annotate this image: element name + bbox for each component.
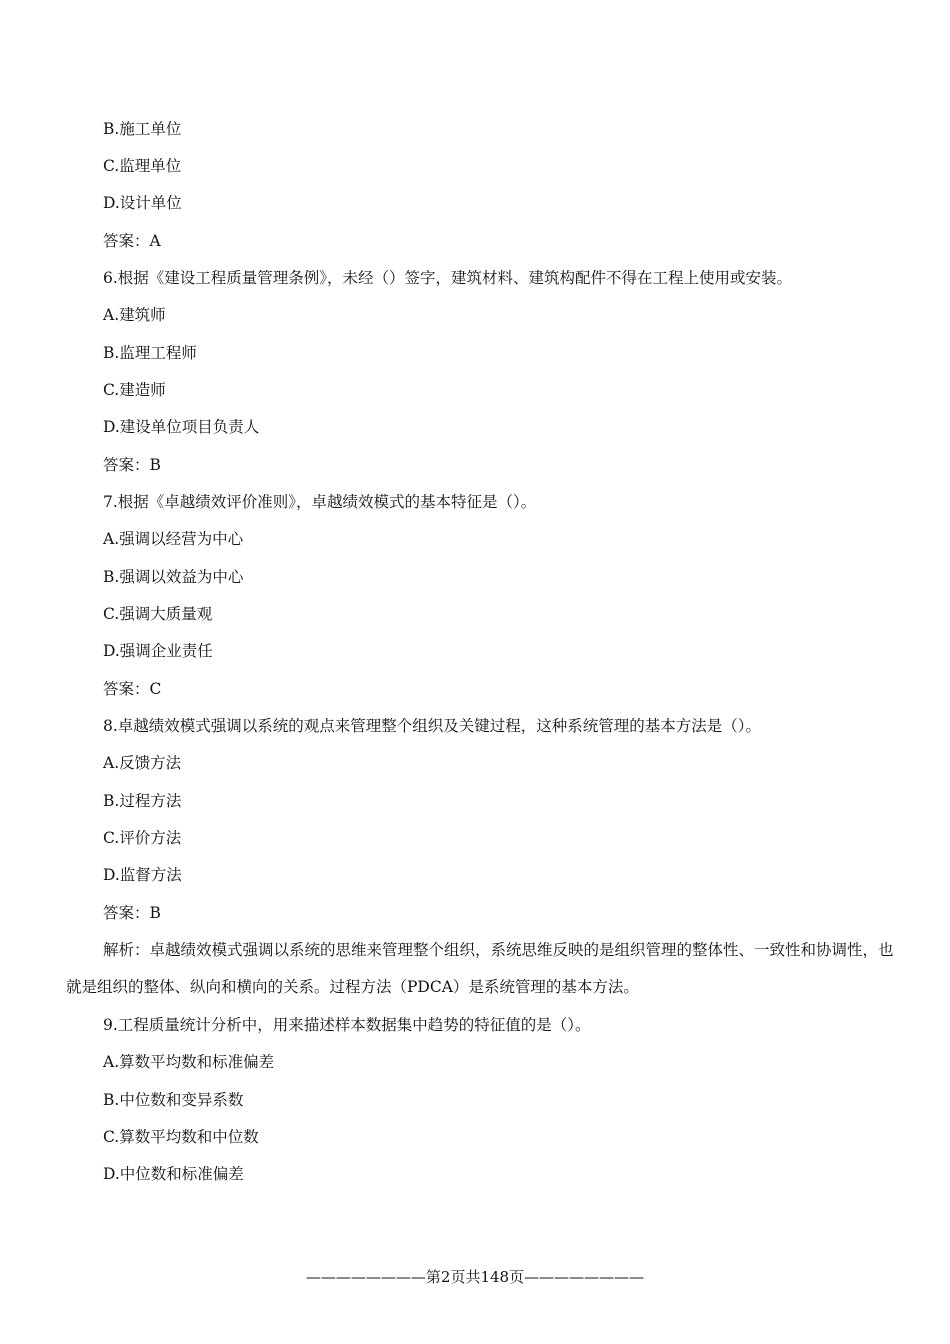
option-a-q6: A.建筑师 — [103, 306, 166, 324]
option-d-q6: D.建设单位项目负责人 — [103, 418, 260, 436]
option-c-q9: C.算数平均数和中位数 — [103, 1128, 259, 1146]
option-b-q8: B.过程方法 — [103, 792, 182, 810]
answer-q8: 答案：B — [103, 904, 161, 922]
question-7: 7.根据《卓越绩效评价准则》，卓越绩效模式的基本特征是（）。 — [103, 493, 537, 511]
question-9: 9.工程质量统计分析中，用来描述样本数据集中趋势的特征值的是（）。 — [103, 1016, 591, 1034]
option-c-q7: C.强调大质量观 — [103, 605, 213, 623]
answer-q6: 答案：B — [103, 456, 161, 474]
option-c-q5: C.监理单位 — [103, 157, 182, 175]
option-b-q6: B.监理工程师 — [103, 344, 197, 362]
option-d-q8: D.监督方法 — [103, 866, 182, 884]
question-8: 8.卓越绩效模式强调以系统的观点来管理整个组织及关键过程，这种系统管理的基本方法是（）。 — [103, 717, 762, 735]
option-b-q9: B.中位数和变异系数 — [103, 1091, 244, 1109]
answer-q7: 答案：C — [103, 680, 162, 698]
answer-q5: 答案：A — [103, 232, 161, 250]
option-d-q9: D.中位数和标准偏差 — [103, 1165, 244, 1183]
option-b-q7: B.强调以效益为中心 — [103, 568, 244, 586]
option-a-q8: A.反馈方法 — [103, 754, 182, 772]
analysis-q8: 解析：卓越绩效模式强调以系统的思维来管理整个组织，系统思维反映的是组织管理的整体性、一致性和协调性，也就是组织的整体、纵向和横向的关系。过程方法（PDCA）是系统管理的基本方法。 — [66, 941, 894, 996]
option-a-q9: A.算数平均数和标准偏差 — [103, 1053, 275, 1071]
question-6: 6.根据《建设工程质量管理条例》，未经（）签字，建筑材料、建筑构配件不得在工程上使用或安装。 — [103, 269, 793, 287]
option-d-q7: D.强调企业责任 — [103, 642, 213, 660]
page-footer: ————————第2页共148页———————— — [305, 1268, 645, 1286]
option-a-q7: A.强调以经营为中心 — [103, 530, 244, 548]
option-c-q6: C.建造师 — [103, 381, 166, 399]
option-c-q8: C.评价方法 — [103, 829, 182, 847]
option-d-q5: D.设计单位 — [103, 194, 182, 212]
option-b-q5: B.施工单位 — [103, 120, 182, 138]
